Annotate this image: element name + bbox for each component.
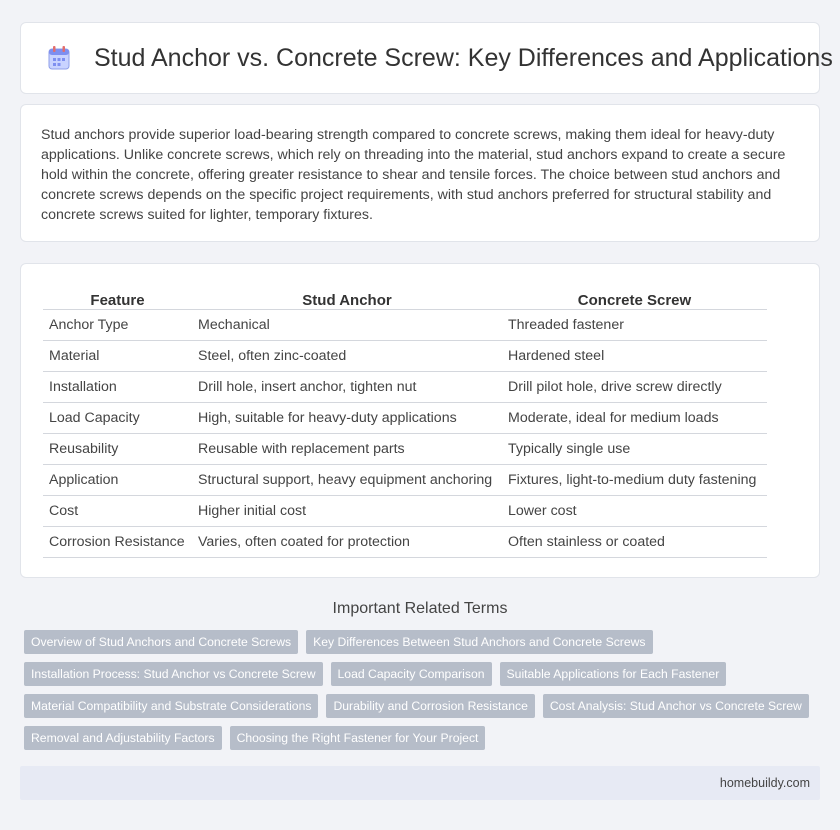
related-term-tag[interactable]: Load Capacity Comparison	[331, 662, 492, 686]
related-term-tag[interactable]: Durability and Corrosion Resistance	[326, 694, 534, 718]
related-term-tag[interactable]: Choosing the Right Fastener for Your Project	[230, 726, 486, 750]
related-term-tag[interactable]: Key Differences Between Stud Anchors and Concrete Screws	[306, 630, 652, 654]
cell-feature: Installation	[43, 371, 192, 402]
cell-concrete-screw: Drill pilot hole, drive screw directly	[502, 371, 767, 402]
cell-stud-anchor: Higher initial cost	[192, 495, 502, 526]
cell-stud-anchor: Steel, often zinc-coated	[192, 340, 502, 371]
header-feature: Feature	[43, 286, 192, 309]
table-row	[43, 464, 767, 495]
table-row	[43, 340, 767, 371]
tag-row	[20, 694, 820, 718]
table-row	[43, 526, 767, 557]
intro-text: Stud anchors provide superior load-bearing strength compared to concrete screws, making them ideal for heavy-duty applications. Unlike concrete screws, which rely on threading into the material, stud anchors expand to create a secure hold within the concrete, offering greater resistance to shear and tensile forces. The choice between stud anchors and concrete screws depends on the specific project requirements, with stud anchors preferred for structural stability and concrete screws suited for lighter, temporary fixtures.	[41, 127, 786, 223]
header-stud-anchor: Stud Anchor	[192, 286, 502, 309]
cell-stud-anchor: Drill hole, insert anchor, tighten nut	[192, 371, 502, 402]
related-term-tag[interactable]: Overview of Stud Anchors and Concrete Screws	[24, 630, 298, 654]
cell-concrete-screw: Typically single use	[502, 433, 767, 464]
table-row	[43, 371, 767, 402]
related-term-tag[interactable]: Installation Process: Stud Anchor vs Concrete Screw	[24, 662, 323, 686]
table-row	[43, 309, 767, 340]
related-terms-list	[20, 630, 820, 758]
cell-stud-anchor: Varies, often coated for protection	[192, 526, 502, 557]
header-card	[20, 22, 833, 94]
table-row	[43, 495, 767, 526]
calendar-icon	[47, 45, 71, 71]
related-term-tag[interactable]: Suitable Applications for Each Fastener	[500, 662, 727, 686]
cell-feature: Cost	[43, 495, 192, 526]
cell-stud-anchor: High, suitable for heavy-duty applications	[192, 402, 502, 433]
cell-feature: Anchor Type	[43, 309, 192, 340]
header-concrete-screw: Concrete Screw	[502, 286, 767, 309]
comparison-table	[43, 286, 767, 558]
cell-feature: Reusability	[43, 433, 192, 464]
cell-stud-anchor: Structural support, heavy equipment anchoring	[192, 464, 502, 495]
cell-concrete-screw: Often stainless or coated	[502, 526, 767, 557]
related-terms-title: Important Related Terms	[332, 600, 508, 617]
page-title: Stud Anchor vs. Concrete Screw: Key Differences and Applications	[94, 44, 833, 72]
tag-row	[20, 630, 820, 654]
footer-site[interactable]: homebuildy.com	[719, 776, 810, 790]
cell-feature: Load Capacity	[43, 402, 192, 433]
cell-concrete-screw: Moderate, ideal for medium loads	[502, 402, 767, 433]
table-row	[43, 402, 767, 433]
related-term-tag[interactable]: Material Compatibility and Substrate Considerations	[24, 694, 318, 718]
cell-stud-anchor: Reusable with replacement parts	[192, 433, 502, 464]
table-header-row	[43, 286, 767, 309]
related-term-tag[interactable]: Cost Analysis: Stud Anchor vs Concrete Screw	[543, 694, 809, 718]
cell-concrete-screw: Threaded fastener	[502, 309, 767, 340]
table-row	[43, 433, 767, 464]
cell-concrete-screw: Lower cost	[502, 495, 767, 526]
related-term-tag[interactable]: Removal and Adjustability Factors	[24, 726, 222, 750]
intro-card	[20, 104, 820, 242]
cell-feature: Material	[43, 340, 192, 371]
cell-concrete-screw: Fixtures, light-to-medium duty fastening	[502, 464, 767, 495]
cell-feature: Application	[43, 464, 192, 495]
cell-feature: Corrosion Resistance	[43, 526, 192, 557]
cell-concrete-screw: Hardened steel	[502, 340, 767, 371]
tag-row	[20, 726, 820, 750]
cell-stud-anchor: Mechanical	[192, 309, 502, 340]
comparison-card	[20, 263, 820, 578]
footer	[20, 766, 820, 800]
tag-row	[20, 662, 820, 686]
